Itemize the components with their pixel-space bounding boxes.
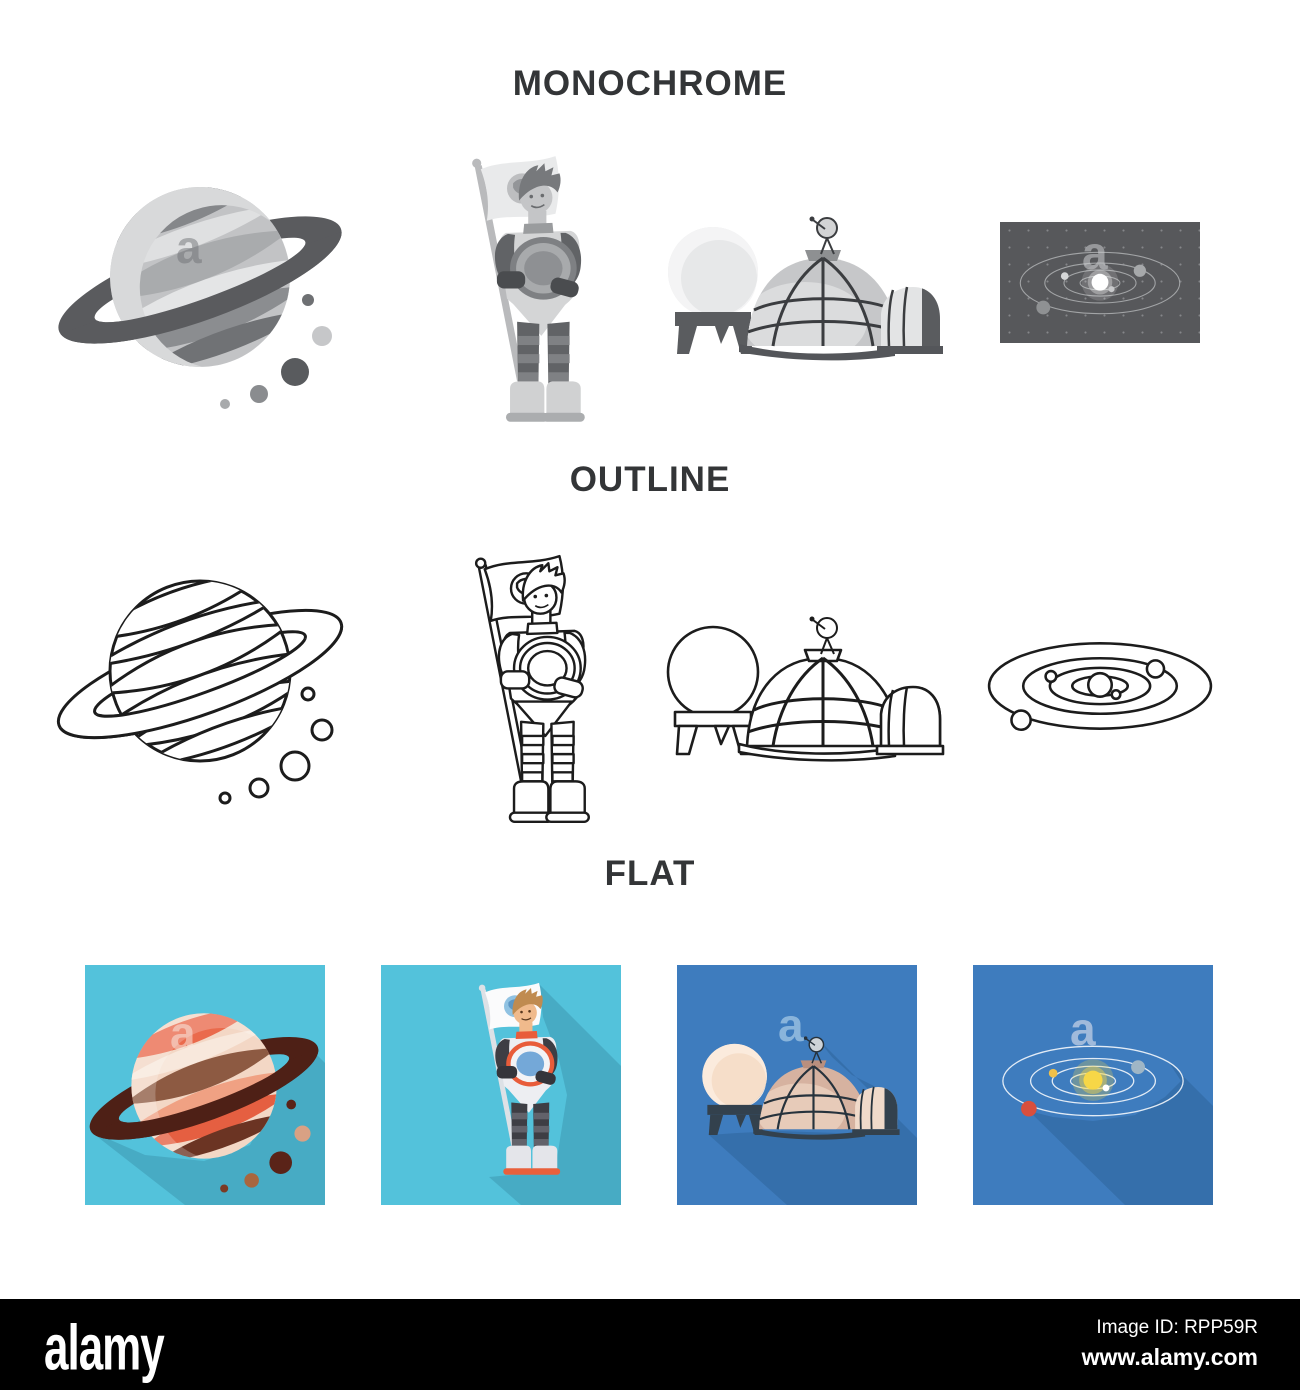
- flat-space-base-tile: [677, 965, 917, 1205]
- flat-planet-tile: [85, 965, 325, 1205]
- image-id-text: Image ID: RPP59R: [1096, 1317, 1258, 1338]
- flat-space-base-icon: [693, 1023, 901, 1138]
- flat-saturn-planet-icon: [95, 985, 313, 1199]
- outline-astronaut-icon: [410, 548, 612, 836]
- alamy-url-text: www.alamy.com: [1081, 1344, 1258, 1370]
- alamy-letter-watermark: a: [1070, 1003, 1096, 1055]
- flat-astronaut-icon: [431, 977, 577, 1185]
- alamy-letter-watermark: a: [1082, 227, 1108, 279]
- alamy-letter-watermark: a: [176, 221, 202, 273]
- monochrome-solar-system-screen: [1000, 222, 1200, 343]
- flat-solar-system-tile: [973, 965, 1213, 1205]
- outline-saturn-planet-icon: [65, 546, 335, 811]
- section-heading-monochrome: MONOCHROME: [512, 64, 788, 103]
- alamy-logo: alamy: [44, 1313, 164, 1385]
- watermark-info: [1082, 1317, 1258, 1371]
- alamy-watermark-bar: [0, 1299, 1300, 1390]
- outline-space-base-icon: [655, 598, 945, 758]
- monochrome-saturn-planet-icon: [65, 152, 335, 417]
- monochrome-space-base-icon: [655, 198, 945, 358]
- section-heading-outline: OUTLINE: [569, 460, 731, 499]
- monochrome-solar-system-icon: [1008, 237, 1192, 329]
- flat-astronaut-tile: [381, 965, 621, 1205]
- alamy-letter-watermark: a: [170, 1007, 196, 1059]
- outline-solar-system-icon: [972, 622, 1228, 750]
- alamy-letter-watermark: a: [778, 999, 804, 1051]
- section-heading-flat: FLAT: [604, 854, 696, 893]
- flat-solar-system-icon: [989, 1029, 1197, 1133]
- monochrome-astronaut-icon: [406, 148, 608, 436]
